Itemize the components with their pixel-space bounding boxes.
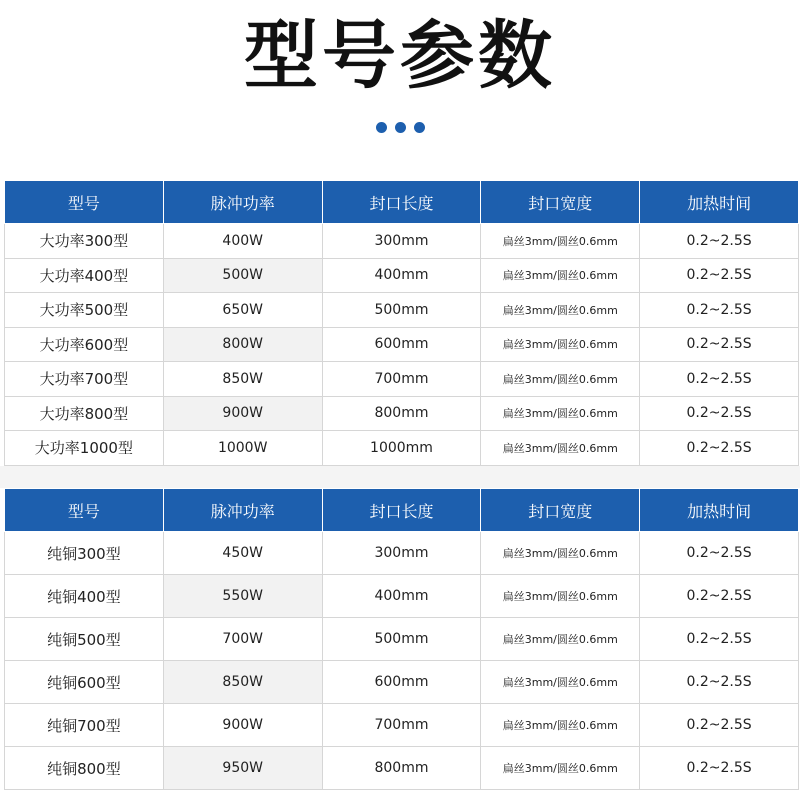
cell-length: 300mm [322,224,481,259]
table-row [5,362,799,397]
cell-time: 0.2~2.5S [640,431,799,466]
spec-table-pure-copper [4,488,799,790]
cell-model: 纯铜400型 [5,575,164,618]
cell-length: 1000mm [322,431,481,466]
dot-icon [395,122,406,133]
cell-width: 扁丝3mm/圆丝0.6mm [481,327,640,362]
cell-time: 0.2~2.5S [640,396,799,431]
cell-power: 850W [163,661,322,704]
header-model: 型号 [5,181,164,224]
table-row [5,532,799,575]
cell-time: 0.2~2.5S [640,747,799,790]
cell-power: 1000W [163,431,322,466]
header-seal-length: 封口长度 [322,489,481,532]
cell-model: 大功率500型 [5,293,164,328]
cell-power: 900W [163,704,322,747]
cell-width: 扁丝3mm/圆丝0.6mm [481,258,640,293]
cell-model: 纯铜300型 [5,532,164,575]
table-row [5,704,799,747]
cell-width: 扁丝3mm/圆丝0.6mm [481,575,640,618]
header-model: 型号 [5,489,164,532]
cell-model: 纯铜700型 [5,704,164,747]
header-heating-time: 加热时间 [640,489,799,532]
cell-length: 600mm [322,661,481,704]
cell-model: 大功率700型 [5,362,164,397]
cell-length: 800mm [322,747,481,790]
table-row [5,747,799,790]
cell-time: 0.2~2.5S [640,327,799,362]
header-seal-width: 封口宽度 [481,489,640,532]
title-dots-decoration [0,118,800,137]
header-pulse-power: 脉冲功率 [163,489,322,532]
cell-power: 850W [163,362,322,397]
cell-width: 扁丝3mm/圆丝0.6mm [481,396,640,431]
table-row [5,327,799,362]
cell-width: 扁丝3mm/圆丝0.6mm [481,431,640,466]
cell-model: 大功率400型 [5,258,164,293]
table-row [5,293,799,328]
cell-time: 0.2~2.5S [640,293,799,328]
table-row [5,258,799,293]
cell-width: 扁丝3mm/圆丝0.6mm [481,293,640,328]
cell-power: 950W [163,747,322,790]
header-seal-length: 封口长度 [322,181,481,224]
table-row [5,224,799,259]
cell-width: 扁丝3mm/圆丝0.6mm [481,532,640,575]
cell-time: 0.2~2.5S [640,704,799,747]
cell-length: 500mm [322,618,481,661]
cell-length: 400mm [322,575,481,618]
cell-width: 扁丝3mm/圆丝0.6mm [481,224,640,259]
cell-time: 0.2~2.5S [640,258,799,293]
cell-time: 0.2~2.5S [640,575,799,618]
cell-power: 400W [163,224,322,259]
cell-length: 500mm [322,293,481,328]
cell-power: 900W [163,396,322,431]
cell-time: 0.2~2.5S [640,661,799,704]
cell-length: 700mm [322,704,481,747]
cell-power: 800W [163,327,322,362]
cell-length: 300mm [322,532,481,575]
cell-width: 扁丝3mm/圆丝0.6mm [481,661,640,704]
header-pulse-power: 脉冲功率 [163,181,322,224]
table-row [5,575,799,618]
cell-width: 扁丝3mm/圆丝0.6mm [481,362,640,397]
cell-power: 450W [163,532,322,575]
cell-time: 0.2~2.5S [640,618,799,661]
cell-model: 纯铜600型 [5,661,164,704]
cell-power: 700W [163,618,322,661]
table-separator [0,466,800,488]
cell-model: 纯铜500型 [5,618,164,661]
cell-model: 大功率1000型 [5,431,164,466]
cell-model: 纯铜800型 [5,747,164,790]
cell-length: 600mm [322,327,481,362]
cell-time: 0.2~2.5S [640,362,799,397]
cell-power: 650W [163,293,322,328]
cell-width: 扁丝3mm/圆丝0.6mm [481,618,640,661]
cell-model: 大功率800型 [5,396,164,431]
cell-time: 0.2~2.5S [640,532,799,575]
cell-time: 0.2~2.5S [640,224,799,259]
cell-power: 500W [163,258,322,293]
table-header-row [5,181,799,224]
table-header-row [5,489,799,532]
dot-icon [414,122,425,133]
page-title: 型号参数 [244,13,556,99]
cell-length: 400mm [322,258,481,293]
table-row [5,431,799,466]
table-row [5,618,799,661]
table-row [5,396,799,431]
spec-table-high-power [4,180,799,466]
cell-length: 700mm [322,362,481,397]
header-seal-width: 封口宽度 [481,181,640,224]
cell-power: 550W [163,575,322,618]
header-heating-time: 加热时间 [640,181,799,224]
cell-length: 800mm [322,396,481,431]
cell-width: 扁丝3mm/圆丝0.6mm [481,704,640,747]
cell-model: 大功率300型 [5,224,164,259]
dot-icon [376,122,387,133]
cell-model: 大功率600型 [5,327,164,362]
table-row [5,661,799,704]
cell-width: 扁丝3mm/圆丝0.6mm [481,747,640,790]
